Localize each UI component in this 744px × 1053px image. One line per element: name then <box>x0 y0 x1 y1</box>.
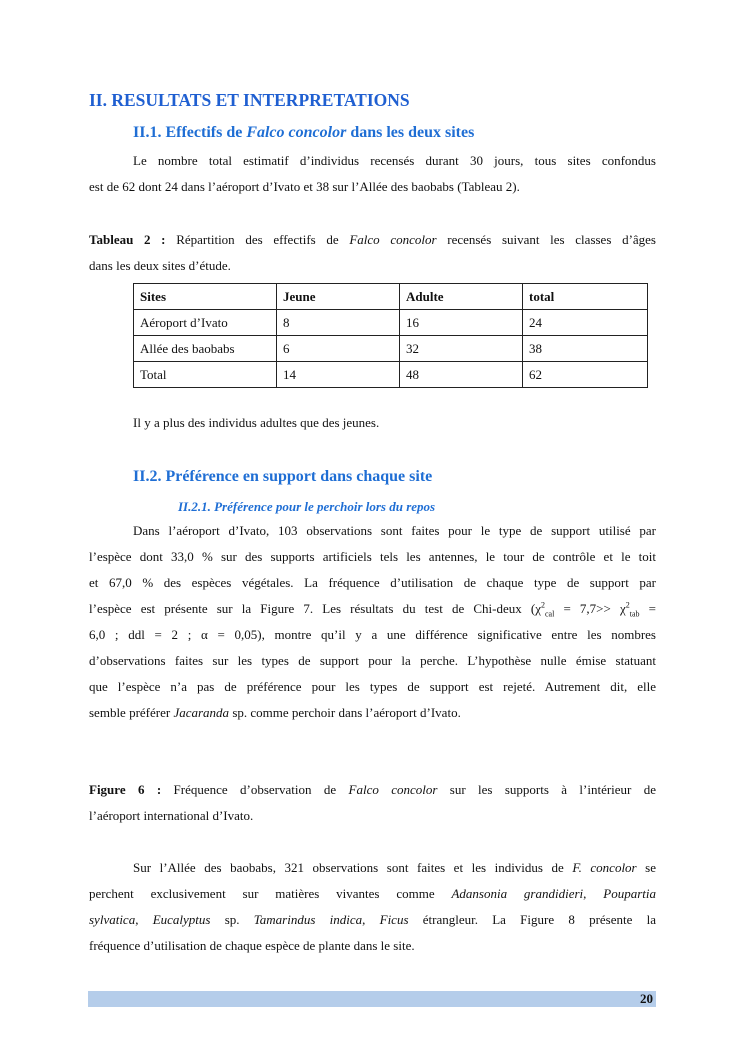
paragraph-baobabs: Sur l’Allée des baobabs, 321 observations sont faites et les individus de F. concolor se perchent exclusivement sur matières vivantes comme Adansonia grandidieri, Poupartia sylvatica, Eucalyptus sp. Tamarindus indica, Ficus étrangleur. La Figure 8 présente la fréquence d’utilisation de chaque espèce de plante dans le site. <box>89 860 656 953</box>
table-header-cell: Sites <box>134 284 277 310</box>
table-cell: 6 <box>277 336 400 362</box>
table-header-cell: Jeune <box>277 284 400 310</box>
table-cell: 24 <box>523 310 648 336</box>
table-header-row <box>134 284 648 310</box>
table-row <box>134 336 648 362</box>
table-header-cell: total <box>523 284 648 310</box>
table-caption: Tableau 2 : Répartition des effectifs de Falco concolor recensés suivant les classes d’âges dans les deux sites d’étude. <box>89 232 656 273</box>
subsection-heading-effectifs: II.1. Effectifs de Falco concolor dans les deux sites <box>133 124 475 141</box>
paragraph-after-table: Il y a plus des individus adultes que des jeunes. <box>133 415 380 430</box>
table-cell: Aéroport d’Ivato <box>134 310 277 336</box>
page-number: 20 <box>640 991 653 1006</box>
section-heading-results: II. RESULTATS ET INTERPRETATIONS <box>89 90 410 110</box>
table-cell: 8 <box>277 310 400 336</box>
table-cell: 38 <box>523 336 648 362</box>
paragraph-effectifs: Le nombre total estimatif d’individus recensés durant 30 jours, tous sites confondus est de 62 dont 24 dans l’aéroport d’Ivato et 38 sur l’Allée des baobabs (Tableau 2). <box>89 153 656 194</box>
effectifs-table <box>133 283 648 388</box>
subsubsection-heading-perchoir: II.2.1. Préférence pour le perchoir lors du repos <box>178 499 436 514</box>
table-cell: 48 <box>400 362 523 388</box>
subsection-heading-preference: II.2. Préférence en support dans chaque site <box>133 468 433 485</box>
table-cell: 62 <box>523 362 648 388</box>
page-footer-bar <box>88 991 656 1007</box>
table-header-cell: Adulte <box>400 284 523 310</box>
table-cell: 32 <box>400 336 523 362</box>
table-row <box>134 362 648 388</box>
figure-6-caption: Figure 6 : Fréquence d’observation de Falco concolor sur les supports à l’intérieur de l’aéroport international d’Ivato. <box>89 782 657 823</box>
table-cell: Total <box>134 362 277 388</box>
table-cell: 14 <box>277 362 400 388</box>
table-row <box>134 310 648 336</box>
paragraph-ivato: Dans l’aéroport d’Ivato, 103 observations sont faites pour le type de support utilisé par l’espèce dont 33,0 % sur des supports artificiels tels les antennes, le tour de contrôle et le toit et 67,0 % des espèces végétales. La fréquence d’utilisation de chaque type de support par l’espèce est présente sur la Figure 7. Les résultats du test de Chi-deux ($\chi^2_{cal} = 7,7>> \chi^2_{tab}$ = 6,0 ; ddl = 2 ; α = 0,05), montre qu’il y a une différence significative entre les nombres d’observations faites sur les types de support pour la perche. L’hypothèse nulle émise statuant que l’espèce n’a pas de préférence pour les types de support est rejeté. Autrement dit, elle semble préférer Jacaranda sp. comme perchoir dans l’aéroport d’Ivato. <box>89 523 656 720</box>
table-cell: Allée des baobabs <box>134 336 277 362</box>
table-cell: 16 <box>400 310 523 336</box>
